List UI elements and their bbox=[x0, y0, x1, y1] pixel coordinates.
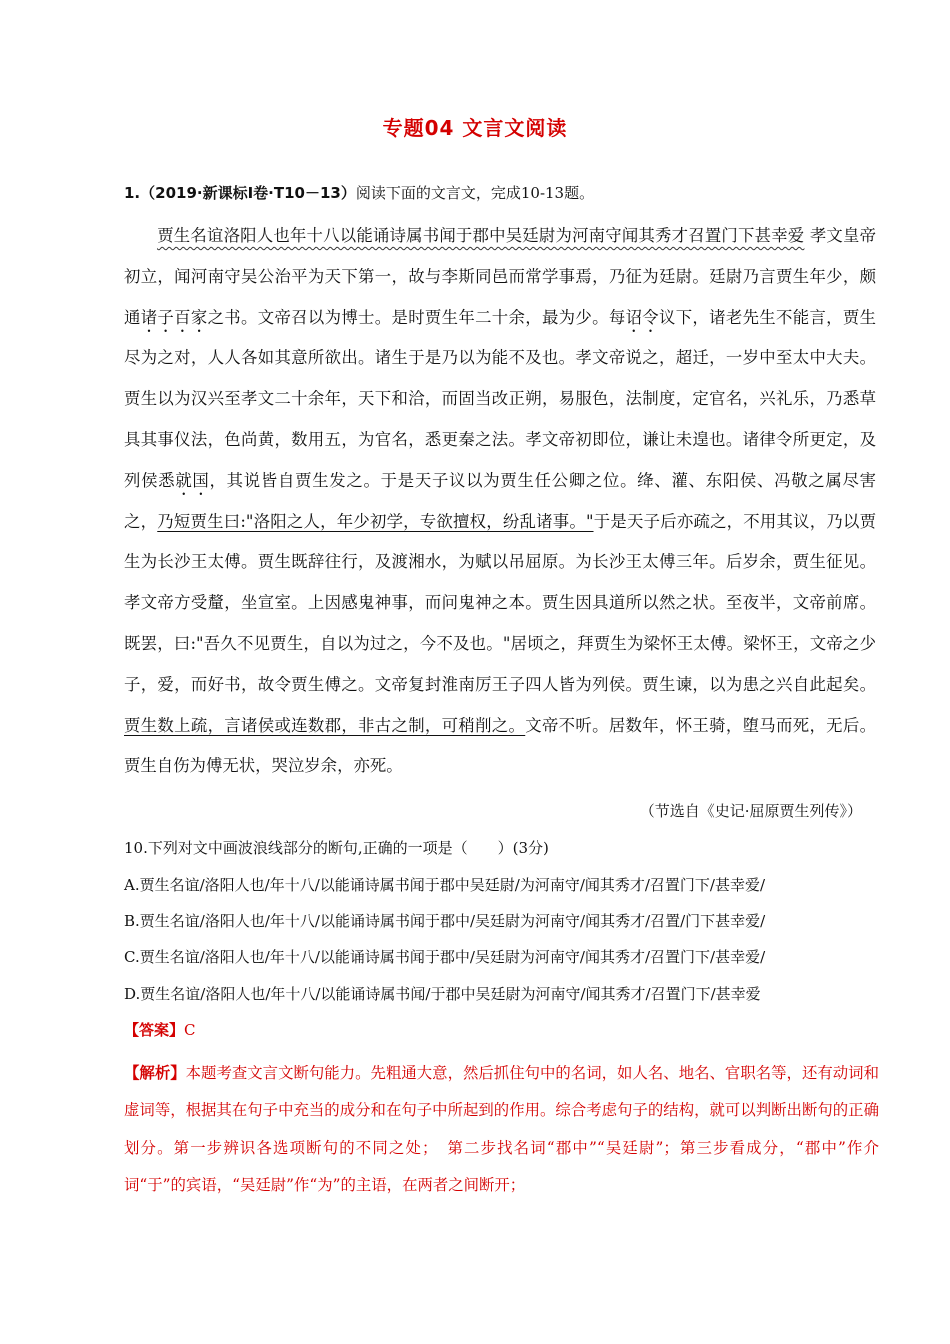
passage-text-2: 之书。文帝召以为博士。是时贾生年二十余，最为少。每 bbox=[207, 307, 626, 327]
passage-source: （节选自《史记·屈原贾生列传》） bbox=[639, 802, 862, 820]
answer bbox=[124, 1019, 876, 1040]
underlined-sentence-1: 乃短贾生曰:"洛阳之人，年少初学，专欲擅权，纷乱诸事。" bbox=[157, 511, 594, 531]
wavy-underlined-section: 贾生名谊洛阳人也年十八以能诵诗属书闻于郡中吴廷尉为河南守闻其秀才召置门下甚幸爱 bbox=[157, 226, 805, 245]
analysis-label: 【解析】 bbox=[124, 1064, 186, 1082]
option-c: C.贾生名谊/洛阳人也/年十八/以能诵诗属书闻于郡中/吴廷尉为河南守/闻其秀才/召置门下/甚幸爱/ bbox=[124, 948, 766, 966]
question-header bbox=[124, 181, 864, 205]
option-b: B.贾生名谊/洛阳人也/年十八/以能诵诗属书闻于郡中/吴廷尉为河南守/闻其秀才/召置/门下甚幸爱/ bbox=[124, 912, 766, 930]
question-instruction: 阅读下面的文言文，完成10-13题。 bbox=[355, 184, 595, 202]
question-10-stem: 10.下列对文中画波浪线部分的断句,正确的一项是（ ）(3分) bbox=[124, 839, 549, 857]
question-source: （2019·新课标Ⅰ卷·T10－13） bbox=[140, 184, 356, 202]
answer-value: C bbox=[184, 1021, 196, 1039]
dotted-term-1: 诸子百家 bbox=[140, 307, 208, 327]
page-title: 专题04 文言文阅读 bbox=[382, 116, 568, 140]
underlined-sentence-2: 贾生数上疏，言诸侯或连数郡，非古之制，可稍削之。 bbox=[124, 715, 526, 735]
option-a: A.贾生名谊/洛阳人也/年十八/以能诵诗属书闻于郡中吴廷尉/为河南守/闻其秀才/召置门下/甚幸爱/ bbox=[124, 876, 766, 894]
analysis bbox=[124, 1055, 879, 1205]
dotted-term-2: 诏令 bbox=[625, 307, 659, 327]
passage-text-5: 于是天子后亦疏之，不用其议，乃以贾生为长沙王太傅。贾生既辞往行，及渡湘水，为赋以吊屈原。为长沙王太傅三年。后岁余，贾生征见。孝文帝方受釐，坐宣室。上因感鬼神事，而问鬼神之本。贾生因具道所以然之状。至夜半，文帝前席。既罢，曰:"吾久不见贾生，自以为过之，今不及也。"居顷之，拜贾生为梁怀王太傅。梁怀王，文帝之少子，爱，而好书，故令贾生傅之。文帝复封淮南厉王子四人皆为列侯。贾生谏，以为患之兴自此起矣。 bbox=[124, 511, 877, 694]
passage-text-1: 孝文皇帝初立，闻河南守吴公治平为天下第一，故与李斯同邑而常学事焉，乃征为廷尉。廷尉乃言贾生年少，颇通 bbox=[124, 226, 876, 327]
answer-label: 【答案】 bbox=[124, 1021, 185, 1039]
passage-text-3: 议下，诸老先生不能言，贾生尽为之对，人人各如其意所欲出。诸生于是乃以为能不及也。孝文帝说之，超迁，一岁中至太中大夫。贾生以为汉兴至孝文二十余年，天下和洽，而固当改正朔，易服色，法制度，定官名，兴礼乐，乃悉草具其事仪法，色尚黄，数用五，为官名，悉更秦之法。孝文帝初即位，谦让未遑也。诸律令所更定，及列侯悉 bbox=[124, 307, 877, 490]
passage-text-4: ，其说皆自贾生发之。于是天子议以为贾生任公卿之位。绛、灌、东阳侯、冯敬之属尽害之， bbox=[124, 470, 877, 531]
analysis-text: 本题考查文言文断句能力。先粗通大意，然后抓住句中的名词，如人名、地名、官职名等，还有动词和虚词等，根据其在句子中充当的成分和在句子中所起到的作用。综合考虑句子的结构，就可以判断出断句的正确划分。第一步辨识各选项断句的不同之处； 第二步找名词“郡中”“吴廷尉”；第三步看成分，“郡中”作介词“于”的宾语，“吴廷尉”作“为”的主语，在两者之间断开； bbox=[124, 1064, 879, 1195]
passage-text-6: 文帝不听。居数年，怀王骑，堕马而死，无后。贾生自伤为傅无状，哭泣岁余，亦死。 bbox=[124, 715, 877, 776]
option-d: D.贾生名谊/洛阳人也/年十八/以能诵诗属书闻/于郡中吴廷尉为河南守/闻其秀才/召置门下/甚幸爱 bbox=[124, 985, 761, 1003]
dotted-term-3: 就国 bbox=[175, 470, 210, 490]
question-number: 1. bbox=[124, 184, 141, 202]
passage bbox=[124, 216, 876, 787]
